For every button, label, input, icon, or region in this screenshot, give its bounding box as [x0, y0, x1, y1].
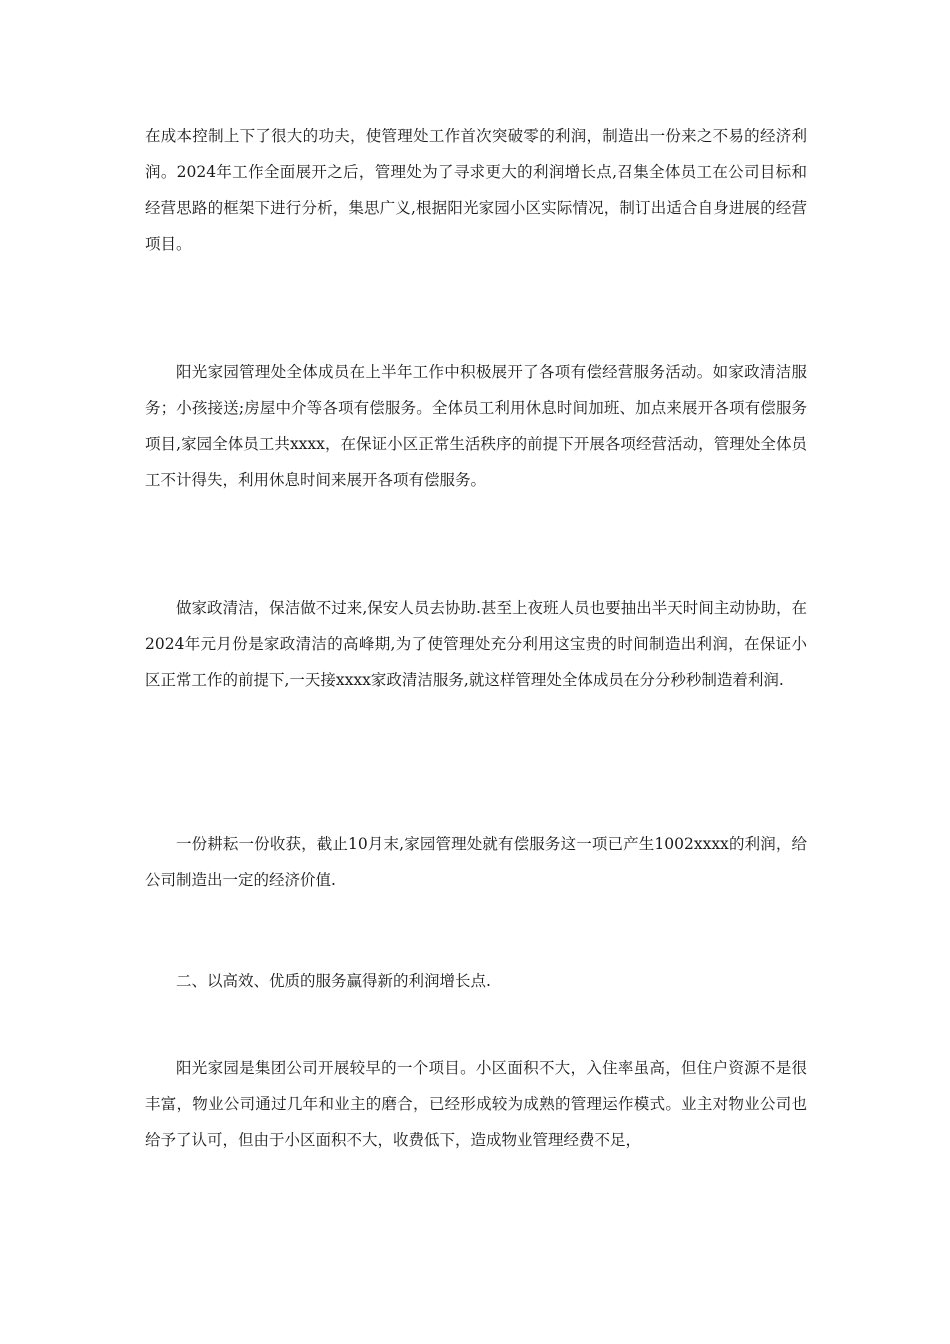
section-heading: 二、以高效、优质的服务赢得新的利润增长点.: [176, 972, 491, 990]
paragraph-housekeeping: 做家政清洁，保洁做不过来,保安人员去协助.甚至上夜班人员也要抽出半天时间主动协助，在2024年元月份是家政清洁的高峰期,为了使管理处充分利用这宝贵的时间制造出利润，在保证小区正常工作的前提下,一天接xxxx家政清洁服务,就这样管理处全体成员在分分秒秒制造着利润.: [145, 599, 807, 689]
paragraph-cost-control: 在成本控制上下了很大的功夫，使管理处工作首次突破零的利润，制造出一份来之不易的经济利润。2024年工作全面展开之后，管理处为了寻求更大的利润增长点,召集全体员工在公司目标和经营思路的框架下进行分析，集思广义,根据阳光家园小区实际情况，制订出适合自身进展的经营项目。: [145, 127, 807, 253]
paragraph-project-overview: 阳光家园是集团公司开展较早的一个项目。小区面积不大，入住率虽高，但住户资源不是很丰富，物业公司通过几年和业主的磨合，已经形成较为成熟的管理运作模式。业主对物业公司也给予了认可，但由于小区面积不大，收费低下，造成物业管理经费不足，: [145, 1059, 807, 1149]
paragraph-paid-services: 阳光家园管理处全体成员在上半年工作中积极展开了各项有偿经营服务活动。如家政清洁服务；小孩接送;房屋中介等各项有偿服务。全体员工利用休息时间加班、加点来展开各项有偿服务项目,家园全体员工共xxxx，在保证小区正常生活秩序的前提下开展各项经营活动，管理处全体员工不计得失，利用休息时间来展开各项有偿服务。: [145, 363, 807, 489]
paragraph-harvest: 一份耕耘一份收获，截止10月末,家园管理处就有偿服务这一项已产生1002xxxx的利润，给公司制造出一定的经济价值.: [145, 835, 807, 889]
